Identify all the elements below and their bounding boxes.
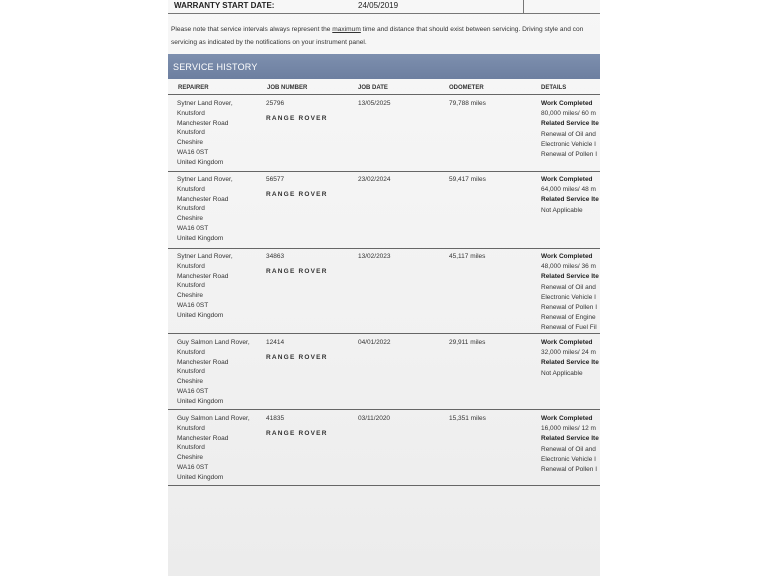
odometer-reading: 15,351 miles [449, 415, 486, 422]
row-divider [168, 409, 600, 410]
odometer-reading: 59,417 miles [449, 176, 486, 183]
vehicle-model: RANGE ROVER [266, 430, 328, 437]
repairer-address: Guy Salmon Land Rover, Knutsford Manchester Road Knutsford Cheshire WA16 0ST United Kingdom [177, 415, 250, 481]
odometer-reading: 45,117 miles [449, 253, 486, 260]
header-rule [168, 94, 600, 95]
warranty-row-divider [523, 0, 524, 13]
job-number: 12414 [266, 339, 285, 346]
row-divider [168, 248, 600, 249]
service-details: Work Completed 16,000 miles/ 12 m Related Service Ite Renewal of Oil and Electronic Vehicle I Renewal of Pollen I [541, 415, 599, 474]
vehicle-model: RANGE ROVER [266, 354, 328, 361]
row-divider [168, 333, 600, 334]
column-header-odometer: ODOMETER [449, 85, 484, 91]
job-date: 04/01/2022 [358, 339, 391, 346]
repairer-address: Guy Salmon Land Rover, Knutsford Manchester Road Knutsford Cheshire WA16 0ST United Kingdom [177, 339, 250, 405]
job-date: 13/05/2025 [358, 100, 391, 107]
service-details: Work Completed 48,000 miles/ 36 m Related Service Ite Renewal of Oil and Electronic Vehicle I Renewal of Pollen I Renewal of Engine Renewal of Fuel Fil [541, 253, 599, 332]
column-header-details: DETAILS [541, 85, 567, 91]
job-number: 34863 [266, 253, 285, 260]
service-history-document [168, 0, 600, 576]
column-header-repairer: REPAIRER [178, 85, 209, 91]
vehicle-model: RANGE ROVER [266, 115, 328, 122]
column-header-job-date: JOB DATE [358, 85, 388, 91]
service-history-header [168, 54, 600, 79]
vehicle-model: RANGE ROVER [266, 268, 328, 275]
repairer-address: Sytner Land Rover, Knutsford Manchester Road Knutsford Cheshire WA16 0ST United Kingdom [177, 176, 233, 242]
maximum-emphasis: maximum [332, 26, 361, 33]
service-history-title: SERVICE HISTORY [173, 62, 258, 72]
job-date: 13/02/2023 [358, 253, 391, 260]
job-number: 56577 [266, 176, 285, 183]
warranty-start-label: WARRANTY START DATE: [174, 1, 275, 10]
warranty-row [168, 0, 600, 14]
service-details: Work Completed 64,000 miles/ 48 m Related Service Ite Not Applicable [541, 176, 599, 214]
column-header-job-number: JOB NUMBER [267, 85, 308, 91]
repairer-address: Sytner Land Rover, Knutsford Manchester Road Knutsford Cheshire WA16 0ST United Kingdom [177, 253, 233, 319]
odometer-reading: 79,788 miles [449, 100, 486, 107]
service-note-line-1: Please note that service intervals always represent the maximum time and distance that should exist between servicing. Driving style and con [171, 26, 584, 33]
row-divider [168, 485, 600, 486]
row-divider [168, 171, 600, 172]
job-date: 03/11/2020 [358, 415, 391, 422]
job-number: 25796 [266, 100, 285, 107]
job-date: 23/02/2024 [358, 176, 391, 183]
service-details: Work Completed 32,000 miles/ 24 m Related Service Ite Not Applicable [541, 339, 599, 377]
service-note-line-2: servicing as indicated by the notifications on your instrument panel. [171, 39, 367, 46]
job-number: 41835 [266, 415, 285, 422]
repairer-address: Sytner Land Rover, Knutsford Manchester Road Knutsford Cheshire WA16 0ST United Kingdom [177, 100, 233, 166]
service-details: Work Completed 80,000 miles/ 60 m Related Service Ite Renewal of Oil and Electronic Vehicle I Renewal of Pollen I [541, 100, 599, 159]
warranty-start-date: 24/05/2019 [358, 1, 399, 10]
vehicle-model: RANGE ROVER [266, 191, 328, 198]
odometer-reading: 29,911 miles [449, 339, 486, 346]
